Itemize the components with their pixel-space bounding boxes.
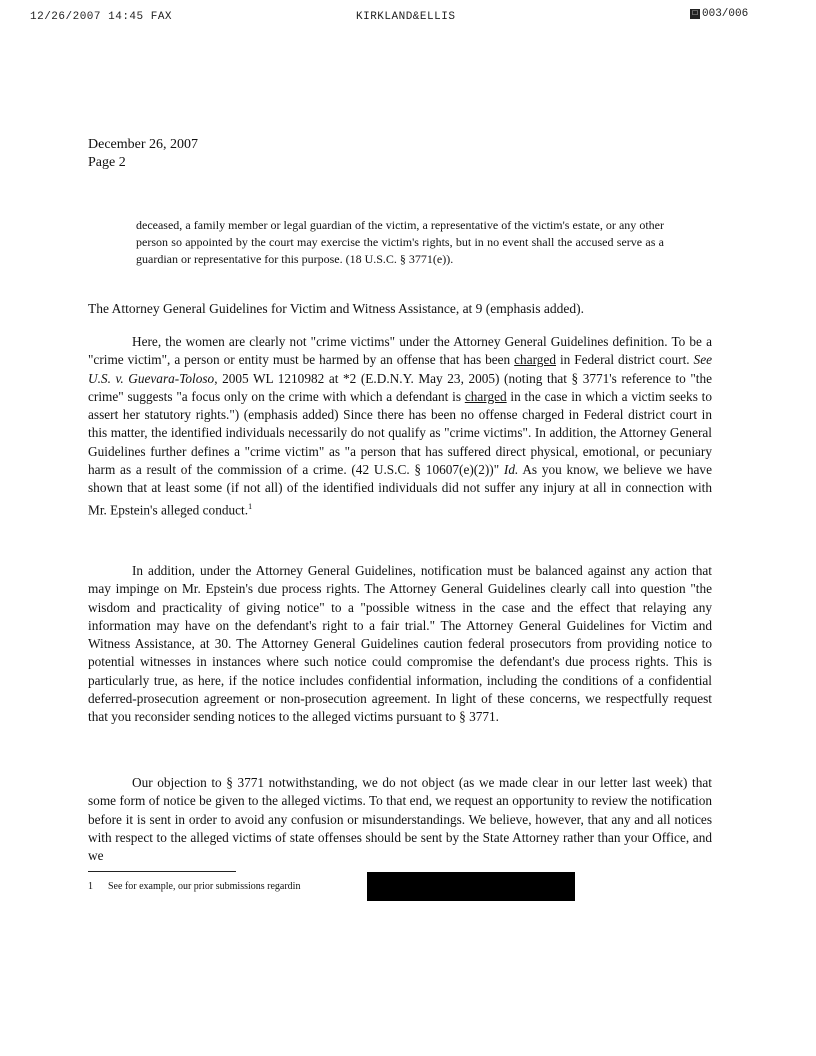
fax-firm-name: KIRKLAND&ELLIS [356, 11, 456, 23]
fax-page-icon: □ [690, 9, 700, 19]
footnote-divider [88, 871, 236, 872]
footnote-text: See for example, our prior submissions regardin [108, 881, 301, 892]
p1-charged-emphasis-2: charged [464, 388, 507, 404]
p1-text-e: As you know, we believe we have shown that at least some (if not all) of the identified individuals did not suffer any injury at all in connection with Mr. Epstein's alleged conduct. [88, 462, 712, 518]
guidelines-citation: The Attorney General Guidelines for Victim and Witness Assistance, at 9 (emphasis added). [88, 301, 585, 316]
fax-page-counter: 003/006 [702, 8, 749, 20]
footnote-reference: 1 [248, 501, 253, 511]
statute-blockquote: deceased, a family member or legal guardian of the victim, a representative of the victim's estate, or any other person so appointed by the court may exercise the victim's rights, but in no event shall the accused serve as a guardian or representative for this purpose. (18 U.S.C. § 3771(e)). [136, 218, 664, 266]
redaction-block [367, 872, 575, 901]
p1-id-citation: Id. [503, 462, 519, 478]
p1-text-a: Here, the women are clearly not "crime victims" under the Attorney General Guidelines definition. To be a "crime victim", a person or entity must be harmed by an offense that has been [88, 334, 712, 368]
paragraph-due-process: In addition, under the Attorney General Guidelines, notification must be balanced against any action that may impinge on Mr. Epstein's due process rights. The Attorney General Guidelines clearly call into question "the wisdom and practicality of giving notice" to a "possible witness in the case and the effect that relaying any information may have on the defendant's right to a fair trial." The Attorney General Guidelines for Victim and Witness Assistance, at 30. The Attorney General Guidelines caution federal prosecutors from providing notice to potential witnesses in instances where such notice could compromise the defendant's due process rights. This is particularly true, as here, if the notice includes confidential information, including the conditions of a confidential deferred-prosecution agreement or non-prosecution agreement. In light of these concerns, we respectfully request that you reconsider sending notices to the alleged victims pursuant to § 3771. [88, 563, 712, 725]
paragraph-objection: Our objection to § 3771 notwithstanding, we do not object (as we made clear in our letter last week) that some form of notice be given to the alleged victims. To that end, we request an opportunity to review the notification before it is sent in order to avoid any confusion or misunderstandings. We believe, however, that any and all notices with respect to the alleged victims of state offenses should be sent by the State Attorney rather than your Office, and we [88, 775, 712, 864]
paragraph-crime-victims [88, 333, 712, 519]
fax-page-counter-group [690, 8, 748, 20]
p1-text-d: in the case in which a victim seeks to assert her statutory rights.") (emphasis added) Since there has been no offense charged in Federal district court in this matter, the identified individuals necessarily do not qualify as "crime victims". In addition, the Attorney General Guidelines further defines a "crime victim" as "a person that has suffered direct physical, emotional, or pecuniary harm as a result of the commission of a crime. (42 U.S.C. § 10607(e)(2))" [88, 388, 712, 478]
p1-charged-emphasis: charged [514, 352, 556, 368]
footnote [88, 880, 300, 894]
p1-text-c: , 2005 WL 1210982 at *2 (E.D.N.Y. May 23, 2005) (noting that § 3771's reference to "the crime" suggests "a focus only on the crime with which a defendant is [88, 370, 712, 404]
letter-page-number: Page 2 [88, 155, 126, 170]
p1-case-citation: See U.S. v. Guevara-Toloso [88, 352, 712, 386]
footnote-number: 1 [88, 881, 93, 892]
fax-timestamp: 12/26/2007 14:45 FAX [30, 11, 173, 23]
p1-text-b: in Federal district court. [556, 352, 694, 368]
letter-date: December 26, 2007 [88, 137, 199, 152]
fax-header [0, 8, 816, 28]
